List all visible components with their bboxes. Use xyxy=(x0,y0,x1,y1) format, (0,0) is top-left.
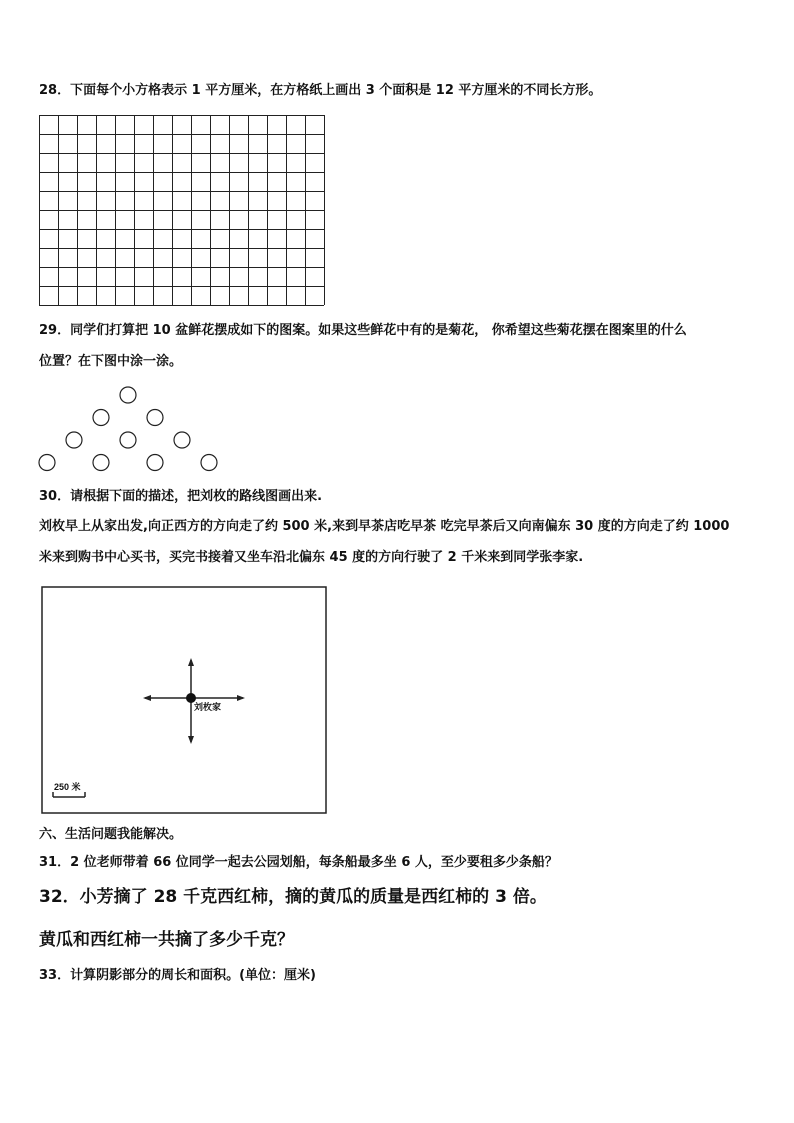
q31-text: 31．2 位老师带着 66 位同学一起去公园划船，每条船最多坐 6 人，至少要租多少条船？ xyxy=(39,855,558,870)
flower-circle[interactable] xyxy=(147,455,163,471)
flower-circle[interactable] xyxy=(174,432,190,448)
flower-circle[interactable] xyxy=(120,432,136,448)
q29-line1: 29．同学们打算把 10 盆鲜花摆成如下的图案。如果这些鲜花中有的是菊花， 你希望这些菊花摆在图案里的什么 xyxy=(39,323,687,338)
q32-line1: 32．小芳摘了 28 千克西红柿，摘的黄瓜的质量是西红柿的 3 倍。 xyxy=(39,887,547,907)
flower-circle[interactable] xyxy=(120,387,136,403)
flower-circle[interactable] xyxy=(93,410,109,426)
q32-line2: 黄瓜和西红柿一共摘了多少千克？ xyxy=(39,930,294,950)
section6-title: 六、生活问题我能解决。 xyxy=(39,827,183,842)
q28-text: 28．下面每个小方格表示 1 平方厘米，在方格纸上画出 3 个面积是 12 平方厘米的不同长方形。 xyxy=(39,83,602,98)
flower-circle[interactable] xyxy=(39,455,55,471)
flower-circle[interactable] xyxy=(93,455,109,471)
flower-circle[interactable] xyxy=(147,410,163,426)
square-grid xyxy=(39,115,327,305)
route-map-box[interactable] xyxy=(41,586,327,814)
q29-line2: 位置？在下图中涂一涂。 xyxy=(39,354,183,369)
flower-circle[interactable] xyxy=(201,455,217,471)
q30-title: 30．请根据下面的描述，把刘枚的路线图画出来. xyxy=(39,489,323,504)
q33-text: 33．计算阴影部分的周长和面积。(单位：厘米) xyxy=(39,968,316,983)
q30-desc1: 刘枚早上从家出发,向正西方的方向走了约 500 米,来到早茶店吃早茶 吃完早茶后又向南偏东 30 度的方向走了约 1000 xyxy=(39,519,730,534)
home-label: 刘枚家 xyxy=(194,702,222,712)
flower-pattern xyxy=(30,380,230,475)
q30-desc2: 米来到购书中心买书，买完书接着又坐车沿北偏东 45 度的方向行驶了 2 千米来到同学张李家. xyxy=(39,550,584,565)
flower-circle[interactable] xyxy=(66,432,82,448)
scale-label: 250 米 xyxy=(54,782,81,792)
